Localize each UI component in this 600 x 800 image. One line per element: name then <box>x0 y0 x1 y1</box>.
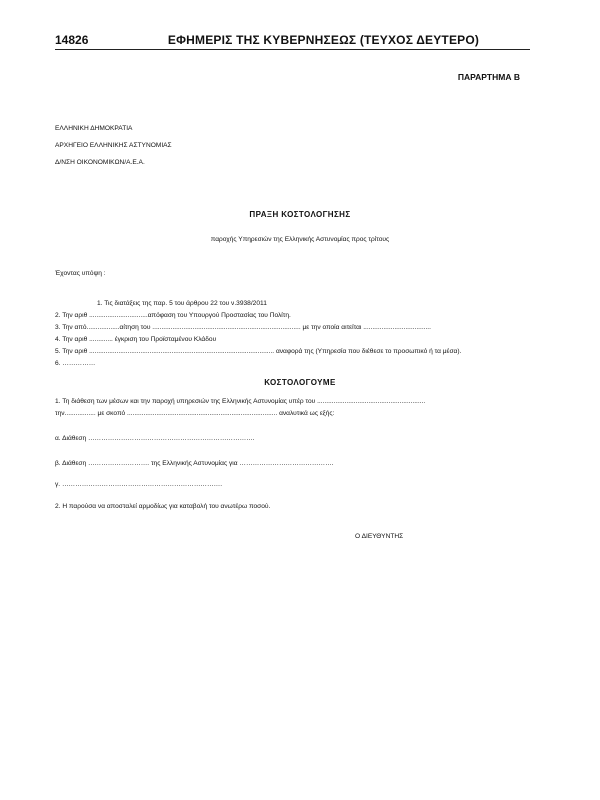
annex-label: ΠΑΡΑΡΤΗΜΑ Β <box>457 72 520 82</box>
consideration-item: 4. Την αριθ ............. έγκριση του Προϊσταμένου Κλάδου <box>55 336 217 343</box>
consideration-item: 6. …………… <box>55 360 96 367</box>
consideration-item: 2. Την αριθ ................................απόφαση του Υπουργού Προστασίας του Πολίτη. <box>55 312 291 319</box>
issuer-line-2: ΑΡΧΗΓΕΙΟ ΕΛΛΗΝΙΚΗΣ ΑΣΤΥΝΟΜΙΑΣ <box>55 142 172 149</box>
decision-item-2: 2. Η παρούσα να αποσταλεί αρμοδίως για καταβολή του ανωτέρω ποσού. <box>55 503 271 510</box>
decision-title: ΚΟΣΤΟΛΟΓΟΥΜΕ <box>264 378 336 387</box>
signature-label: Ο ΔΙΕΥΘΥΝΤΗΣ <box>355 533 404 540</box>
consideration-item: 1. Τις διατάξεις της παρ. 5 του άρθρου 22 του ν.3938/2011 <box>97 300 267 307</box>
act-subtitle: παροχής Υπηρεσιών της Ελληνικής Αστυνομίας προς τρίτους <box>210 236 390 243</box>
act-title: ΠΡΑΞΗ ΚΟΣΤΟΛΟΓΗΣΗΣ <box>249 210 351 219</box>
decision-item-1-line-1: 1. Τη διάθεση των μέσων και την παροχή υπηρεσιών της Ελληνικής Αστυνομίας υπέρ του ........................................................... <box>55 398 426 405</box>
issuer-line-1: ΕΛΛΗΝΙΚΗ ΔΗΜΟΚΡΑΤΙΑ <box>55 125 133 132</box>
header-rule <box>55 49 530 50</box>
issuer-line-3: Δ/ΝΣΗ ΟΙΚΟΝΟΜΙΚΩΝ/Α.Ε.Α. <box>55 159 145 166</box>
decision-beta: β. Διάθεση ………………………. της Ελληνικής Αστυνομίας για ……………………………………. <box>55 460 334 467</box>
decision-gamma: γ. ………………………………………………………………. <box>55 481 223 488</box>
considering-label: Έχοντας υπόψη : <box>55 270 106 277</box>
consideration-item: 3. Την από..................αίτηση του ................................................................................. με την οποία αιτείται ..................................... <box>55 324 431 331</box>
consideration-item: 5. Την αριθ ..................................................................................................... αναφορά της (Υπηρεσία που διέθεσε το προσωπικό ή τα μέσα). <box>55 348 462 355</box>
page-number: 14826 <box>55 33 89 47</box>
decision-item-1-line-2: την................. με σκοπό .................................................................................. αναλυτικά ως εξής: <box>55 410 335 417</box>
decision-alpha: α. Διάθεση …………………………………………………………………. <box>55 435 255 442</box>
gazette-title: ΕΦΗΜΕΡΙΣ ΤΗΣ ΚΥΒΕΡΝΗΣΕΩΣ (ΤΕΥΧΟΣ ΔΕΥΤΕΡΟ) <box>167 33 480 47</box>
